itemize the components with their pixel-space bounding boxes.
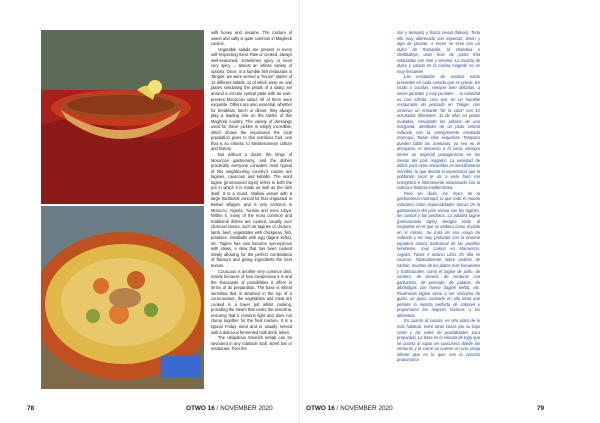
- magazine-footer-left: [186, 405, 273, 412]
- article-column-english: [211, 30, 292, 402]
- issue-date: / NOVEMBER 2020: [214, 405, 273, 412]
- paragraph: Las ensaladas de verdura están presentes en cada comida que se precie. En crudo o cocidas, siempre bien aliñadas, a veces picantes y muy picantes ... la variedad es casi infinita. Una vez, en un humilde restaurante de pescado en Tánger, nos sirvieron un entrante "de la casa" con 12 ensaladas diferentes, 11 de ellas en platos ovalados, simulando los pétalos de una margarita, alrededor de un plato central redondo con la omnipresente ensalada marroquí. Todas ellas exquisitas. Tampoco pueden faltar las aceitunas, ya sea en el desayuno, el almuerzo o la cena, siempre tienen un especial protagonismo en las mesas del país magrebí. La variedad de aliños para estos encurtidos es sencillamente increíble, lo que denota la importancia que la población local le da a este fruto tan energético e íntimamente relacionado con la cultura e historia mediterránea.: [397, 74, 480, 191]
- right-page: [300, 0, 600, 423]
- couscous-illustration: [41, 206, 204, 389]
- magazine-footer-right: [306, 405, 393, 412]
- issue-date: / NOVEMBER 2020: [334, 405, 393, 412]
- photo-couscous: [41, 206, 204, 389]
- paragraph: zos y lentejas) y hasta cereal (fideos). Todo ello muy aderezado con especias, limón y algo de picante. A veces se sirve con un dulce de Ramadán, la chebakia o chebbakiya, unas tiras de pasta frita rebozadas con miel y sésamo. La mezcla de dulce y salado en la cocina magrebí no es muy frecuente.: [397, 30, 480, 74]
- magazine-name: OTWO 16: [306, 405, 335, 412]
- paragraph: with honey and sesame. The mixture of sweet and salty is quite common in Maghreb cuisine.: [211, 30, 292, 47]
- soup-illustration: [41, 30, 204, 204]
- photo-soup: [41, 30, 204, 204]
- paragraph: Vegetable salads are present in every self-respecting meal. Raw or cooked, always well-seasoned, sometimes spicy or even very spicy ... almost an infinite variety of options. Once, in a humble fish restaurant in Tangier, we were served a "house" starter of 12 different salads, 11 of which were on oval plates simulating the petals of a daisy, set around a circular central plate with an ever-present Moroccan salad. All of them were exquisite. Others are also essential, whether for breakfast, lunch or dinner, they always play a leading role on the tables of this Maghreb country. The variety of dressings used for these pickles is simply incredible, which shows the importance the local population gives to this nutritious fruit, one that is so intrinsic to Mediterranean culture and history.: [211, 46, 292, 152]
- paragraph: Couscous is another very common dish, mainly because of how inexpensive it is and the thousands of possibilities it offers in terms of its preparation. The base is wheat semolina that is steamed in the top of a couscoussier, the vegetables and meat are cooked in a lower pot whilst cooking, providing the steam that cooks the semolina, ensuring that it remains light and does not clump together for the final mixture. It is a typical Friday meal and is usually served with a delicious fermented milk drink, leben.: [211, 268, 292, 335]
- paragraph: En cuanto al cuscús, es otro plato de lo más habitual, entre otras cosas por su bajo coste y las miles de posibilidades para prepararlo. La base es la sémola de trigo que se cocina al vapor en cuscusera donde las verduras y la carne se cuecen en una vasija inferior que es la que, con la cocción proporciona: [397, 318, 480, 363]
- article-column-spanish: [397, 30, 480, 402]
- magazine-name: OTWO 16: [186, 405, 215, 412]
- page-number-left: 78: [27, 405, 35, 412]
- paragraph: The ubiquitous Moorish kebab can be savoured in any roadside stall, street bar or restaurant, from the: [211, 335, 292, 352]
- paragraph: But without a doubt, the kings of Moroccan gastronomy, and the dishes practically everyone considers most typical of this neighbouring country's cuisine are tagines, couscous and kebabs. The word tagine (pronounced tayin) refers to both the pot in which it is made as well as the dish itself. It is a round, shallow vessel with a large traditional conical lid that originated in Berber villages, and is very common in Morocco, Algeria, Tunisia and even Libya. Within it, many of the most common and traditional dishes are cooked, usually over charcoal stoves, such as tagines of chicken, lamb, beef, vegetables with chickpeas, fish, potatoes, meatballs with egg (tagine kefta), etc. Tagine has now become synonymous with stews, a stew that has been cooked slowly allowing for the perfect combination of flavours and giving ingredients the best texture.: [211, 152, 292, 268]
- page-number-right: 79: [537, 405, 545, 412]
- paragraph: Pero sin duda, los reyes de la gastronomía marroquí, lo que todo el mundo relaciona como especialidades típicas de la gastronomía del país vecino son los tagines, los cuscús y los pinchitos. La palabra tagine (pronunciada tayín) designa tanto al recipiente en el que se elabora como al plato en sí mismo. Se trata de una vasija de redonda y no muy profunda con la enorme tapadera cónica tradicional de los pueblos bereberes, muy común en Marruecos, Argelia, Túnez e incluso Libia. En ella se cocinan, habitualmente sobre anafres de carbón, muchos de los platos más frecuentes y tradicionales, como el tagine de pollo, de cordero, de ternera, de verduras con garbanzos, de pescado, de patatas, de albóndigas con huevo (tagine kefta), etc. Realmente tagine viene a ser sinónimo de guiso, un guiso cocinado en olla lenta que permite la mezcla perfecta de sabores y proporciona las mejores texturas a los alimentos.: [397, 190, 480, 318]
